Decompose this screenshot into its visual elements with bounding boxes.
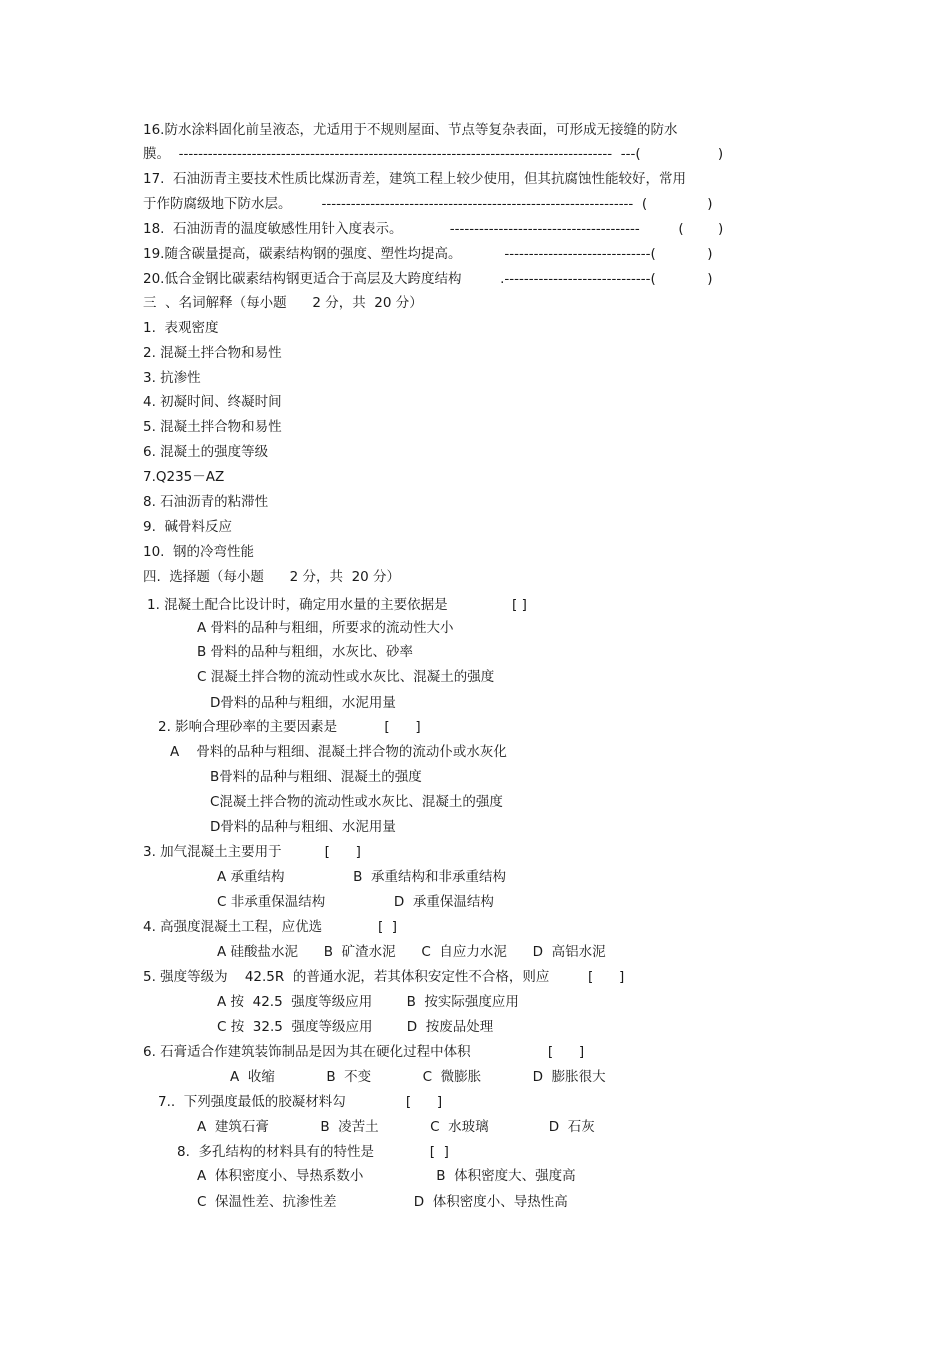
choice-question-6-stem: 6. 石膏适合作建筑装饰制品是因为其在硬化过程中体积 [ ] xyxy=(143,1044,585,1060)
choice-question-1-option-b: B 骨料的品种与粗细，水灰比、砂率 xyxy=(197,644,414,660)
choice-question-5-stem: 5. 强度等级为 42.5R 的普通水泥，若其体积安定性不合格，则应 [ ] xyxy=(143,969,625,985)
choice-question-6-options: A 收缩 B 不变 C 微膨胀 D 膨胀很大 xyxy=(230,1069,606,1085)
term-item: 3. 抗渗性 xyxy=(143,370,201,386)
term-item: 5. 混凝土拌合物和易性 xyxy=(143,419,282,435)
choice-section-heading: 四. 选择题（每小题 2 分，共 20 分） xyxy=(143,569,401,585)
choice-question-7-options: A 建筑石膏 B 凌苦土 C 水玻璃 D 石灰 xyxy=(197,1119,595,1135)
term-item: 2. 混凝土拌合物和易性 xyxy=(143,345,282,361)
choice-question-3-stem: 3. 加气混凝土主要用于 [ ] xyxy=(143,844,361,860)
choice-question-1-stem: 1. 混凝土配合比设计时，确定用水量的主要依据是 [ ] xyxy=(147,597,527,613)
term-item: 4. 初凝时间、终凝时间 xyxy=(143,394,282,410)
choice-question-5-options-ab: A 按 42.5 强度等级应用 B 按实际强度应用 xyxy=(217,994,519,1010)
tf-question-16-line1: 16.防水涂料固化前呈液态，尤适用于不规则屋面、节点等复杂表面，可形成无接缝的防水 xyxy=(143,122,678,138)
tf-question-18: 18. 石油沥青的温度敏感性用针入度表示。 --------------------------------------- ( ) xyxy=(143,221,724,237)
choice-question-5-options-cd: C 按 32.5 强度等级应用 D 按废品处理 xyxy=(217,1019,494,1035)
terms-section-heading: 三 、名词解释（每小题 2 分，共 20 分） xyxy=(143,295,423,311)
tf-question-17-line1: 17. 石油沥青主要技术性质比煤沥青差，建筑工程上较少使用，但其抗腐蚀性能较好，常用 xyxy=(143,171,687,187)
choice-question-8-options-cd: C 保温性差、抗渗性差 D 体积密度小、导热性高 xyxy=(197,1194,568,1210)
choice-question-4-options: A 硅酸盐水泥 B 矿渣水泥 C 自应力水泥 D 高铝水泥 xyxy=(217,944,606,960)
term-item: 6. 混凝土的强度等级 xyxy=(143,444,269,460)
choice-question-2-stem: 2. 影响合理砂率的主要因素是 [ ] xyxy=(158,719,421,735)
term-item: 10. 钢的冷弯性能 xyxy=(143,544,255,560)
term-item: 7.Q235－AZ xyxy=(143,469,225,485)
choice-question-2-option-a: A 骨料的品种与粗细、混凝土拌合物的流动仆或水灰化 xyxy=(170,744,507,760)
choice-question-2-option-d: D骨料的品种与粗细、水泥用量 xyxy=(210,819,396,835)
choice-question-2-option-b: B骨料的品种与粗细、混凝土的强度 xyxy=(210,769,422,785)
tf-question-20: 20.低合金钢比碳素结构钢更适合于高层及大跨度结构 .------------------------------( ) xyxy=(143,271,713,287)
choice-question-2-option-c: C混凝土拌合物的流动性或水灰比、混凝土的强度 xyxy=(210,794,503,810)
choice-question-3-options-ab: A 承重结构 B 承重结构和非承重结构 xyxy=(217,869,507,885)
term-item: 8. 石油沥青的粘滞性 xyxy=(143,494,269,510)
tf-question-17-line2: 于作防腐级地下防水层。 ---------------------------------------------------------------- ( ) xyxy=(143,196,713,212)
tf-question-19: 19.随含碳量提高，碳素结构钢的强度、塑性均提高。 ------------------------------( ) xyxy=(143,246,713,262)
choice-question-4-stem: 4. 高强度混凝土工程，应优选 [ ] xyxy=(143,919,398,935)
choice-question-3-options-cd: C 非承重保温结构 D 承重保温结构 xyxy=(217,894,494,910)
choice-question-1-option-a: A 骨料的品种与粗细，所要求的流动性大小 xyxy=(197,620,454,636)
tf-question-16-line2: 膜。 ----------------------------------------------------------------------------------------- ---( ) xyxy=(143,146,724,162)
choice-question-8-stem: 8. 多孔结构的材料具有的特性是 [ ] xyxy=(177,1144,449,1160)
term-item: 9. 碱骨料反应 xyxy=(143,519,232,535)
choice-question-1-option-c: C 混凝土拌合物的流动性或水灰比、混凝土的强度 xyxy=(197,669,495,685)
choice-question-8-options-ab: A 体积密度小、导热系数小 B 体积密度大、强度高 xyxy=(197,1168,576,1184)
choice-question-1-option-d: D骨料的品种与粗细，水泥用量 xyxy=(210,695,396,711)
term-item: 1. 表观密度 xyxy=(143,320,219,336)
choice-question-7-stem: 7.. 下列强度最低的胶凝材料勾 [ ] xyxy=(158,1094,443,1110)
